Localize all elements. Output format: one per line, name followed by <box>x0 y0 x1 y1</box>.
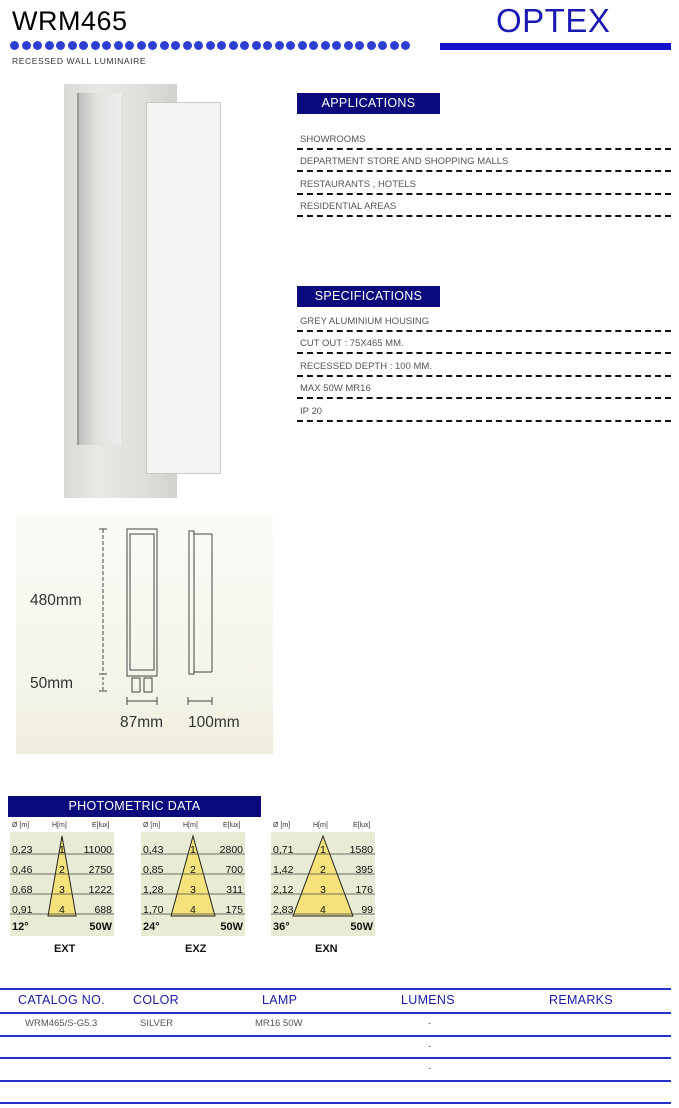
rule-dot <box>401 41 410 50</box>
product-photo <box>64 84 177 498</box>
beam-code: EXT <box>54 943 76 955</box>
rule-dot <box>344 41 353 50</box>
column-header-illuminance: E[lux] <box>92 822 110 829</box>
column-header-height: H[m] <box>183 822 198 829</box>
column-header-remarks: REMARKS <box>549 993 613 1007</box>
height-value: 4 <box>320 904 326 916</box>
photometric-graph <box>141 822 245 936</box>
column-header-illuminance: E[lux] <box>353 822 371 829</box>
rule-dot <box>68 41 77 50</box>
height-value: 1 <box>59 844 65 856</box>
column-header-catalog: CATALOG NO. <box>18 993 105 1007</box>
column-header-height: H[m] <box>52 822 67 829</box>
list-item: CUT OUT : 75X465 MM. <box>297 332 671 355</box>
rule-dot <box>263 41 272 50</box>
catalog-header-row <box>0 988 671 1014</box>
dimension-drawing <box>16 514 273 754</box>
column-header-height: H[m] <box>313 822 328 829</box>
cell-catalog: WRM465/S-G5.3 <box>25 1018 98 1029</box>
height-value: 2 <box>59 864 65 876</box>
applications-list <box>297 127 671 217</box>
illuminance-value: 1580 <box>349 844 373 856</box>
illuminance-value: 176 <box>355 884 373 896</box>
specifications-header: SPECIFICATIONS <box>297 286 440 307</box>
rule-dot <box>79 41 88 50</box>
list-item: GREY ALUMINIUM HOUSING <box>297 309 671 332</box>
illuminance-value: 11000 <box>83 844 112 856</box>
depth-dimension: 100mm <box>188 714 240 731</box>
model-title: WRM465 <box>12 6 128 36</box>
column-header-diameter: Ø [m] <box>273 822 291 829</box>
rule-dot <box>206 41 215 50</box>
diameter-value: 2,12 <box>273 884 294 896</box>
brand-underline <box>440 43 671 50</box>
rule-dot <box>148 41 157 50</box>
illuminance-value: 700 <box>225 864 243 876</box>
list-item: SHOWROOMS <box>297 127 671 150</box>
product-subtitle: RECESSED WALL LUMINAIRE <box>12 56 147 66</box>
lamp-power: 50W <box>220 921 243 933</box>
height-value: 1 <box>190 844 196 856</box>
lamp-power: 50W <box>89 921 112 933</box>
list-item: RESIDENTIAL AREAS <box>297 195 671 218</box>
rule-dot <box>171 41 180 50</box>
column-header-lamp: LAMP <box>262 993 298 1007</box>
specifications-list <box>297 309 671 422</box>
column-header-color: COLOR <box>133 993 179 1007</box>
height-value: 3 <box>320 884 326 896</box>
photometric-graph <box>10 822 114 936</box>
photometric-graph <box>271 822 375 936</box>
diameter-value: 0,46 <box>12 864 33 876</box>
photometric-chart <box>271 822 375 936</box>
beam-angle: 12° <box>12 921 29 933</box>
applications-header: APPLICATIONS <box>297 93 440 114</box>
luminaire-reflector <box>77 93 121 445</box>
lamp-power: 50W <box>350 921 373 933</box>
rule-dot <box>298 41 307 50</box>
column-header-diameter: Ø [m] <box>12 822 30 829</box>
rule-dot <box>217 41 226 50</box>
illuminance-value: 2800 <box>219 844 243 856</box>
height-value: 3 <box>190 884 196 896</box>
rule-dot <box>160 41 169 50</box>
height-value: 2 <box>320 864 326 876</box>
rule-dot <box>91 41 100 50</box>
beam-code: EXZ <box>185 943 207 955</box>
rule-dot <box>10 41 19 50</box>
rule-dot <box>183 41 192 50</box>
width-dimension: 87mm <box>120 714 164 731</box>
rule-dot <box>321 41 330 50</box>
rule-dot <box>45 41 54 50</box>
illuminance-value: 311 <box>226 884 243 896</box>
rule-dot <box>309 41 318 50</box>
illuminance-value: 1222 <box>88 884 112 896</box>
diameter-value: 1,70 <box>143 904 164 916</box>
rule-dot <box>286 41 295 50</box>
diameter-value: 0,68 <box>12 884 33 896</box>
luminaire-frame <box>146 102 221 474</box>
rule-dot <box>390 41 399 50</box>
photometric-chart <box>10 822 114 936</box>
beam-angle: 36° <box>273 921 290 933</box>
table-row <box>0 1037 671 1060</box>
cell-lumens: - <box>428 1063 432 1074</box>
height-value: 3 <box>59 884 65 896</box>
rule-dot <box>194 41 203 50</box>
list-item: MAX 50W MR16 <box>297 377 671 400</box>
photometric-chart <box>141 822 245 936</box>
illuminance-value: 99 <box>361 904 373 916</box>
list-item: IP 20 <box>297 399 671 422</box>
cell-lamp: MR16 50W <box>255 1018 303 1029</box>
list-item: RESTAURANTS , HOTELS <box>297 172 671 195</box>
rule-dot <box>114 41 123 50</box>
column-header-illuminance: E[lux] <box>223 822 241 829</box>
height-value: 4 <box>190 904 196 916</box>
rule-dot <box>240 41 249 50</box>
rule-dot <box>378 41 387 50</box>
rule-dot <box>355 41 364 50</box>
list-item: RECESSED DEPTH : 100 MM. <box>297 354 671 377</box>
cell-lumens: - <box>428 1040 432 1052</box>
rule-dot <box>367 41 376 50</box>
rule-dot <box>102 41 111 50</box>
illuminance-value: 2750 <box>88 864 112 876</box>
diameter-value: 0,23 <box>12 844 33 856</box>
diameter-value: 1,42 <box>273 864 294 876</box>
rule-dot <box>332 41 341 50</box>
diameter-value: 1,28 <box>143 884 164 896</box>
rule-dot <box>229 41 238 50</box>
illuminance-value: 688 <box>94 904 112 916</box>
photometric-header: PHOTOMETRIC DATA <box>8 796 261 817</box>
beam-angle: 24° <box>143 921 160 933</box>
rule-dot <box>56 41 65 50</box>
rule-dot <box>275 41 284 50</box>
height-value: 4 <box>59 904 65 916</box>
diameter-value: 0,85 <box>143 864 164 876</box>
rule-dot <box>22 41 31 50</box>
diameter-value: 0,91 <box>12 904 33 916</box>
column-header-diameter: Ø [m] <box>143 822 161 829</box>
height-dimension: 480mm <box>30 592 82 609</box>
table-row <box>0 1059 671 1082</box>
rule-dot <box>33 41 42 50</box>
brand-logo: OPTEX <box>496 2 611 39</box>
base-dimension: 50mm <box>30 675 74 692</box>
column-header-lumens: LUMENS <box>401 993 455 1007</box>
beam-code: EXN <box>315 943 338 955</box>
list-item: DEPARTMENT STORE AND SHOPPING MALLS <box>297 150 671 173</box>
height-value: 2 <box>190 864 196 876</box>
illuminance-value: 175 <box>225 904 243 916</box>
diameter-value: 0,71 <box>273 844 294 856</box>
catalog-table <box>0 988 671 1104</box>
table-row <box>0 1082 671 1105</box>
rule-dot <box>125 41 134 50</box>
illuminance-value: 395 <box>355 864 373 876</box>
rule-dot <box>252 41 261 50</box>
height-value: 1 <box>320 844 326 856</box>
diameter-value: 2,83 <box>273 904 294 916</box>
dot-rule <box>10 41 410 50</box>
rule-dot <box>137 41 146 50</box>
table-row <box>0 1014 671 1037</box>
cell-color: SILVER <box>140 1018 174 1029</box>
diameter-value: 0,43 <box>143 844 164 856</box>
cell-lumens: - <box>428 1018 432 1029</box>
